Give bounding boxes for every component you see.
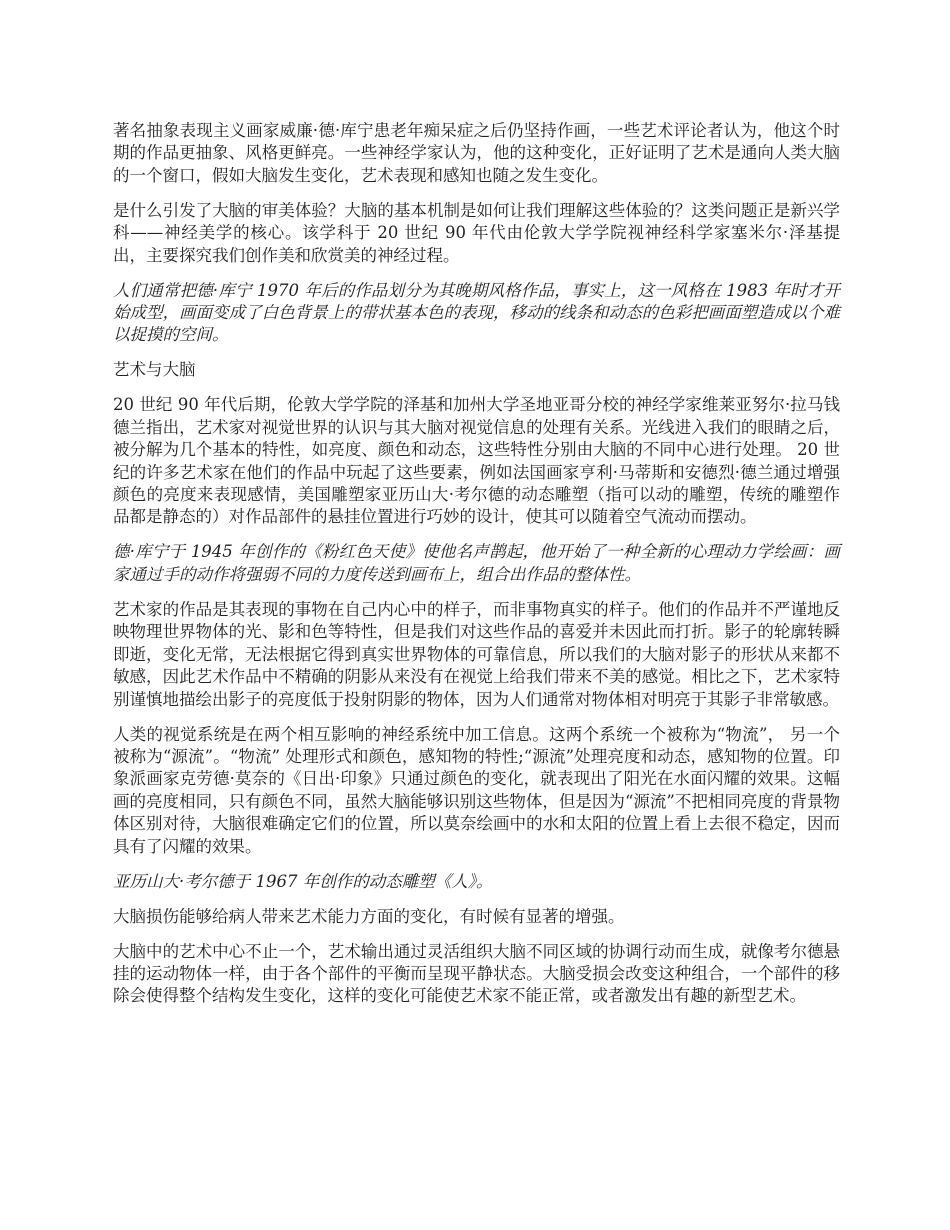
caption-de-kooning-late-style: 人们通常把德·库宁 1970 年后的作品划分为其晚期风格作品，事实上，这一风格在 1983 年时才开始成型，画面变成了白色背景上的带状基本色的表现，移动的线条和动态的色彩把画面塑造成以个难以捉摸的空间。	[113, 280, 840, 345]
paragraph-neuroaesthetics: 是什么引发了大脑的审美体验？大脑的基本机制是如何让我们理解这些体验的？这类问题正是新兴学科——神经美学的核心。该学科于 20 世纪 90 年代由伦敦大学学院视神经科学家塞米尔·泽基提出，主要探究我们创作美和欣赏美的神经过程。	[113, 200, 840, 265]
paragraph-art-centers: 大脑中的艺术中心不止一个，艺术输出通过灵活组织大脑不同区域的协调行动而生成，就像考尔德悬挂的运动物体一样，由于各个部件的平衡而呈现平静状态。大脑受损会改变这种组合，一个部件的移除会使得整个结构发生变化，这样的变化可能使艺术家不能正常，或者激发出有趣的新型艺术。	[113, 941, 840, 1006]
paragraph-brain-damage: 大脑损伤能够给病人带来艺术能力方面的变化，有时候有显著的增强。	[113, 906, 625, 926]
caption-calder-sculpture: 亚历山大·考尔德于 1967 年创作的动态雕塑《人》。	[113, 871, 493, 891]
paragraph-visual-streams: 人类的视觉系统是在两个相互影响的神经系统中加工信息。这两个系统一个被称为“物流”， 另一个被称为“源流”。“物流” 处理形式和颜色，感知物的特性;“源流”处理亮度和动态，感知物的位置。印象派画家克劳德·莫奈的《日出·印象》只通过颜色的变化，就表现出了阳光在水面闪耀的效果。这幅画的亮度相同，只有颜色不同，虽然大脑能够识别这些物体，但是因为“源流”不把相同亮度的背景物体区别对待，大脑很难确定它们的位置，所以莫奈绘画中的水和太阳的位置上看上去很不稳定，因而具有了闪耀的效果。	[113, 724, 840, 856]
document-body	[113, 120, 840, 1020]
caption-pink-angels: 德·库宁于 1945 年创作的《粉红色天使》使他名声鹊起，他开始了一种全新的心理动力学绘画：画家通过手的动作将强弱不同的力度传送到画布上，组合出作品的整体性。	[113, 542, 840, 584]
section-heading-art-and-brain: 艺术与大脑	[113, 360, 196, 380]
paragraph-shadows: 艺术家的作品是其表现的事物在自己内心中的样子，而非事物真实的样子。他们的作品并不严谨地反映物理世界物体的光、影和色等特性，但是我们对这些作品的喜爱并未因此而打折。影子的轮廓转瞬即逝，变化无常，无法根据它得到真实世界物体的可靠信息，所以我们的大脑对影子的形状从来都不敏感，因此艺术作品中不精确的阴影从来没有在视觉上给我们带来不美的感觉。相比之下，艺术家特别谨慎地描绘出影子的亮度低于投射阴影的物体，因为人们通常对物体相对明亮于其影子非常敏感。	[113, 599, 840, 709]
paragraph-visual-features: 20 世纪 90 年代后期，伦敦大学学院的泽基和加州大学圣地亚哥分校的神经学家维莱亚努尔·拉马钱德兰指出，艺术家对视觉世界的认识与其大脑对视觉信息的处理有关系。光线进入我们的眼睛之后，被分解为几个基本的特性，如亮度、颜色和动态，这些特性分别由大脑的不同中心进行处理。 20 世纪的许多艺术家在他们的作品中玩起了这些要素，例如法国画家亨利·马蒂斯和安德烈·德兰通过增强颜色的亮度来表现感情，美国雕塑家亚历山大·考尔德的动态雕塑（指可以动的雕塑，传统的雕塑作品都是静态的）对作品部件的悬挂位置进行巧妙的设计，使其可以随着空气流动而摆动。	[113, 395, 840, 527]
paragraph-intro: 著名抽象表现主义画家威廉·德·库宁患老年痴呆症之后仍坚持作画，一些艺术评论者认为，他这个时期的作品更抽象、风格更鲜亮。一些神经学家认为，他的这种变化，正好证明了艺术是通向人类大脑的一个窗口，假如大脑发生变化，艺术表现和感知也随之发生变化。	[113, 121, 840, 185]
